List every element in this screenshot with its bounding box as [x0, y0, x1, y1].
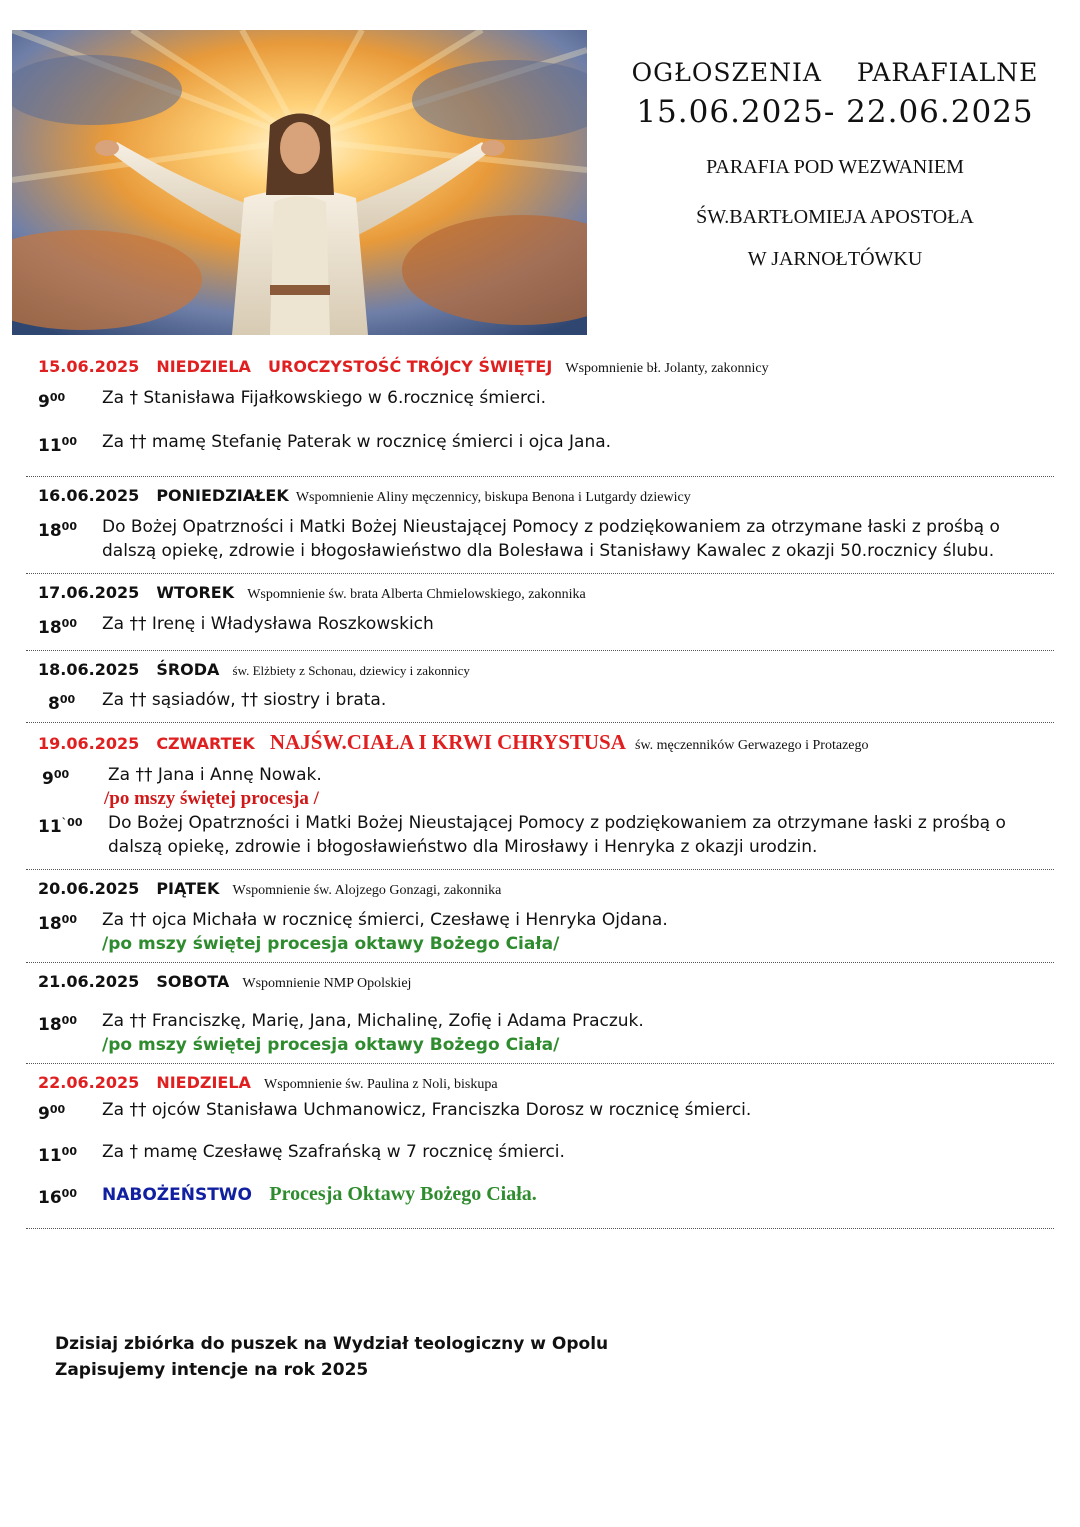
day-date: 20.06.2025 [38, 879, 140, 898]
mass-time: $18^{00}$ [38, 520, 77, 541]
date-range: 15.06.2025- 22.06.2025 [636, 94, 1034, 130]
divider [26, 573, 1054, 574]
mass-row [38, 612, 1042, 640]
mass-time: $9^{00}$ [38, 1103, 66, 1124]
divider [26, 1063, 1054, 1064]
day-description: Wspomnienie św. Alojzego Gonzagi, zakonnika [232, 883, 502, 898]
day-date: 15.06.2025 [38, 357, 140, 376]
mass-row [38, 515, 1042, 563]
day-feast: NAJŚW.CIAŁA I KRWI CHRYSTUSA [269, 730, 626, 754]
header-image [12, 30, 587, 335]
mass-row [38, 763, 1042, 811]
mass-row [38, 430, 1042, 458]
day-date: 18.06.2025 [38, 660, 140, 679]
mass-intention [102, 1009, 1042, 1057]
mass-intention [102, 908, 1042, 956]
day-header [38, 659, 1042, 682]
day-name: PONIEDZIAŁEK [156, 486, 289, 505]
mass-intention: Do Bożej Opatrzności i Matki Bożej Nieustającej Pomocy z podziękowaniem za otrzymane łaski z prośbą o dalszą opiekę, zdrowie i błogosławieństwo dla Mirosławy i Henryka z okazji urodzin. [108, 813, 1006, 857]
day-description: Wspomnienie bł. Jolanty, zakonnicy [565, 361, 769, 376]
mass-time: $11^{`00}$ [38, 816, 83, 837]
day-block [0, 731, 1080, 859]
day-header [38, 1072, 1042, 1096]
day-description: Wspomnienie św. Paulina z Noli, biskupa [264, 1077, 498, 1092]
procession-note: /po mszy świętej procesja oktawy Bożego Ciała/ [102, 934, 560, 954]
day-block [0, 659, 1080, 716]
mass-time: $9^{00}$ [42, 768, 70, 789]
day-header [38, 878, 1042, 902]
day-name: ŚRODA [156, 660, 220, 679]
mass-intention: Za † mamę Czesławę Szafrańską w 7 rocznicę śmierci. [102, 1142, 565, 1162]
day-name: NIEDZIELA [156, 1073, 251, 1092]
day-date: 22.06.2025 [38, 1073, 140, 1092]
mass-time: $11^{00}$ [38, 435, 77, 456]
procession-title: Procesja Oktawy Bożego Ciała. [269, 1183, 537, 1205]
day-name: NIEDZIELA [156, 357, 251, 376]
footer-line: Dzisiaj zbiórka do puszek na Wydział teologiczny w Opolu [55, 1334, 609, 1354]
parish-line-3: W JARNOŁTÓWKU [747, 248, 923, 270]
mass-intention: Za †† sąsiadów, †† siostry i brata. [102, 690, 387, 710]
mass-time: $9^{00}$ [38, 391, 66, 412]
divider [26, 1228, 1054, 1229]
mass-time: $11^{00}$ [38, 1145, 77, 1166]
day-block [0, 971, 1080, 1057]
mass-row [38, 1140, 1042, 1168]
page-title: OGŁOSZENIA PARAFIALNE [631, 58, 1039, 87]
day-description: Wspomnienie św. brata Alberta Chmielowskiego, zakonnika [247, 587, 586, 602]
day-date: 19.06.2025 [38, 734, 140, 753]
procession-note: /po mszy świętej procesja / [104, 788, 319, 809]
intention-text: Za †† ojca Michała w rocznicę śmierci, Czesławę i Henryka Ojdana. [102, 910, 668, 930]
day-name: WTOREK [156, 583, 235, 602]
schedule [0, 350, 1080, 1237]
day-block [0, 356, 1080, 458]
mass-row [38, 1098, 1042, 1126]
footer-notes [55, 1331, 608, 1383]
mass-row [38, 1182, 1042, 1210]
day-name: SOBOTA [156, 972, 230, 991]
divider [26, 869, 1054, 870]
mass-row [38, 386, 1042, 414]
day-header [38, 485, 1042, 509]
procession-note: /po mszy świętej procesja oktawy Bożego Ciała/ [102, 1035, 560, 1055]
day-header [38, 356, 1042, 380]
mass-intention: Za † Stanisława Fijałkowskiego w 6.rocznicę śmierci. [102, 388, 547, 408]
mass-intention: Za †† mamę Stefanię Paterak w rocznicę śmierci i ojca Jana. [102, 432, 612, 452]
day-block [0, 582, 1080, 640]
day-date: 16.06.2025 [38, 486, 140, 505]
day-block [0, 1072, 1080, 1210]
mass-time: $16^{00}$ [38, 1187, 77, 1208]
day-description: św. Elżbiety z Schonau, dziewicy i zakonnicy [232, 663, 470, 678]
divider [26, 722, 1054, 723]
mass-intention: Za †† ojców Stanisława Uchmanowicz, Franciszka Dorosz w rocznicę śmierci. [102, 1100, 752, 1120]
mass-row [38, 688, 1042, 716]
mass-intention: Do Bożej Opatrzności i Matki Bożej Nieustającej Pomocy z podziękowaniem za otrzymane łaski z prośbą o dalszą opiekę, zdrowie i błogosławieństwo dla Bolesława i Stanisławy Kawalec z okazji 50.rocznicy ślubu. [102, 517, 1000, 561]
mass-time: $18^{00}$ [38, 913, 77, 934]
intention-text: Za †† Jana i Annę Nowak. [108, 765, 322, 785]
intention-text: Za †† Franciszkę, Marię, Jana, Michalinę, Zofię i Adama Praczuk. [102, 1011, 644, 1031]
mass-time: $18^{00}$ [38, 617, 77, 638]
service-label: NABOŻEŃSTWO [102, 1185, 253, 1205]
mass-row [38, 908, 1042, 956]
day-feast: UROCZYSTOŚĆ TRÓJCY ŚWIĘTEJ [268, 357, 553, 376]
day-header [38, 731, 1042, 757]
mass-intention [102, 1182, 1042, 1210]
day-header [38, 971, 1042, 995]
day-block [0, 878, 1080, 956]
divider [26, 962, 1054, 963]
divider [26, 650, 1054, 651]
parish-line-2: ŚW.BARTŁOMIEJA APOSTOŁA [696, 206, 974, 228]
divider [26, 476, 1054, 477]
day-description: Wspomnienie Aliny męczennicy, biskupa Benona i Lutgardy dziewicy [295, 490, 691, 505]
mass-row [38, 811, 1042, 859]
day-block [0, 485, 1080, 563]
footer-line: Zapisujemy intencje na rok 2025 [55, 1360, 369, 1380]
day-name: PIĄTEK [156, 879, 220, 898]
day-date: 17.06.2025 [38, 583, 140, 602]
mass-row [38, 1009, 1042, 1057]
parish-line-1: PARAFIA POD WEZWANIEM [706, 156, 964, 178]
mass-time: $8^{00}$ [48, 693, 76, 714]
day-name: CZWARTEK [156, 734, 255, 753]
mass-intention: Za †† Irenę i Władysława Roszkowskich [102, 614, 434, 634]
day-date: 21.06.2025 [38, 972, 140, 991]
mass-intention [104, 763, 1042, 811]
day-description: św. męczenników Gerwazego i Protazego [635, 738, 869, 753]
mass-time: $18^{00}$ [38, 1014, 77, 1035]
day-header [38, 582, 1042, 606]
day-description: Wspomnienie NMP Opolskiej [242, 976, 412, 991]
